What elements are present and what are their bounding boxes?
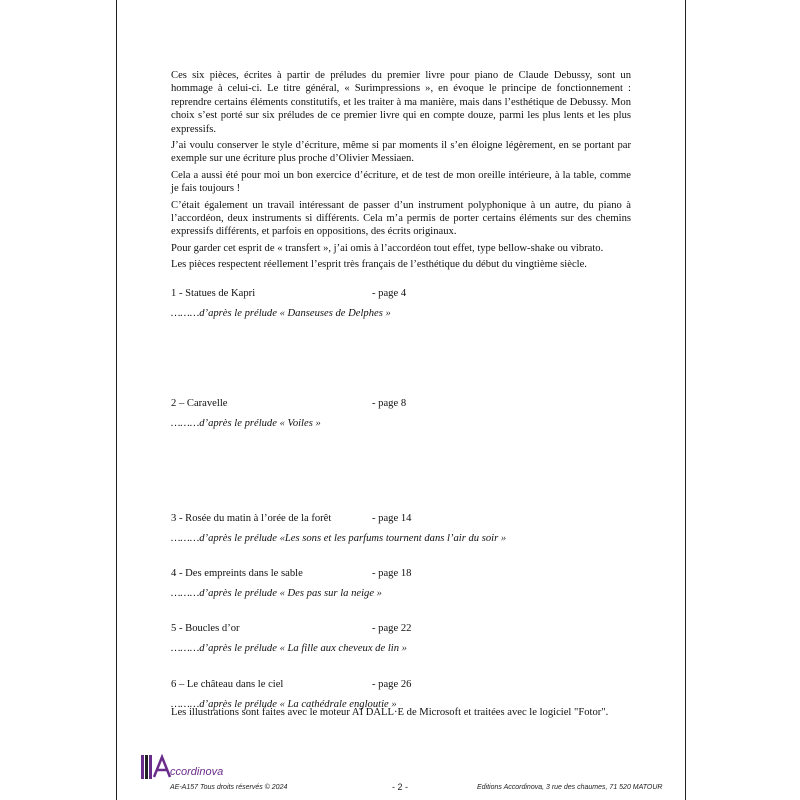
toc-item — [171, 513, 631, 568]
toc-subtitle: ………d’après le prélude « La fille aux cheveux de lin » — [171, 643, 407, 654]
intro-paragraph: Les pièces respectent réellement l’esprit très français de l’esthétique du début du vingtième siècle. — [171, 259, 587, 271]
toc-subtitle: ………d’après le prélude « La cathédrale engloutie » — [171, 699, 397, 710]
table-of-contents — [171, 288, 631, 735]
toc-subtitle: ………d’après le prélude «Les sons et les parfums tournent dans l’air du soir » — [171, 533, 507, 544]
intro-paragraph: Cela a aussi été pour moi un bon exercice d’écriture, et de test de mon oreille intérieure, à la table, comme je fais toujours ! — [171, 169, 631, 195]
toc-item — [171, 288, 631, 398]
toc-page-number: - page 26 — [372, 679, 412, 690]
illustration-credits: Les illustrations sont faites avec le moteur AI DALL·E de Microsoft et traitées avec le logiciel "Fotor". — [171, 707, 609, 718]
toc-title: 2 – Caravelle — [171, 398, 228, 409]
toc-title: 1 - Statues de Kapri — [171, 288, 256, 299]
accordinova-logo — [140, 753, 240, 783]
footer-reference: AE-A157 Tous droits réservés © 2024 — [170, 784, 288, 791]
toc-page-number: - page 22 — [372, 623, 412, 634]
intro-paragraph: C’était également un travail intéressant de passer d’un instrument polyphonique à un autre, du piano à l’accordéon, deux instruments si différents. Cela m’a permis de porter certains éléments sur des chemins expressifs différents, et parfois en oppositions, des écrits originaux. — [171, 199, 631, 238]
toc-subtitle: ………d’après le prélude « Voiles » — [171, 418, 321, 429]
toc-title: 3 - Rosée du matin à l’orée de la forêt — [171, 513, 332, 524]
intro-text — [171, 69, 631, 275]
page-number: - 2 - — [392, 782, 409, 792]
toc-page-number: - page 4 — [372, 288, 407, 299]
toc-item — [171, 623, 631, 679]
toc-page-number: - page 18 — [372, 568, 412, 579]
toc-subtitle: ………d’après le prélude « Danseuses de Delphes » — [171, 308, 391, 319]
toc-item — [171, 568, 631, 623]
toc-subtitle: ………d’après le prélude « Des pas sur la neige » — [171, 588, 382, 599]
toc-page-number: - page 8 — [372, 398, 407, 409]
toc-title: 6 – Le château dans le ciel — [171, 679, 284, 690]
intro-paragraph: J’ai voulu conserver le style d’écriture, même si par moments il s’en éloigne légèrement, en se portant par exemple sur une écriture plus proche d’Olivier Messiaen. — [171, 140, 631, 165]
toc-page-number: - page 14 — [372, 513, 412, 524]
intro-paragraph: Pour garder cet esprit de « transfert », j’ai omis à l’accordéon tout effet, type bellow-shake ou vibrato. — [171, 242, 604, 254]
logo-text: ccordinova — [170, 766, 224, 778]
toc-item — [171, 398, 631, 513]
intro-paragraph: Ces six pièces, écrites à partir de préludes du premier livre pour piano de Claude Debussy, sont un hommage à celui-ci. Le titre général, « Surimpressions », en évoque le principe de fonctionnement : reprendre certains éléments constitutifs, et les traiter à ma manière, mais dans l’esthétique de Debussy. Mon choix s’est porté sur six préludes de ce premier livre qui en compte douze, parmi les plus lents et les plus expressifs. — [171, 70, 631, 135]
toc-title: 5 - Boucles d’or — [171, 623, 240, 634]
toc-title: 4 - Des empreints dans le sable — [171, 568, 303, 579]
publisher-address: Editions Accordinova, 3 rue des chaumes, 71 520 MATOUR — [477, 784, 663, 791]
